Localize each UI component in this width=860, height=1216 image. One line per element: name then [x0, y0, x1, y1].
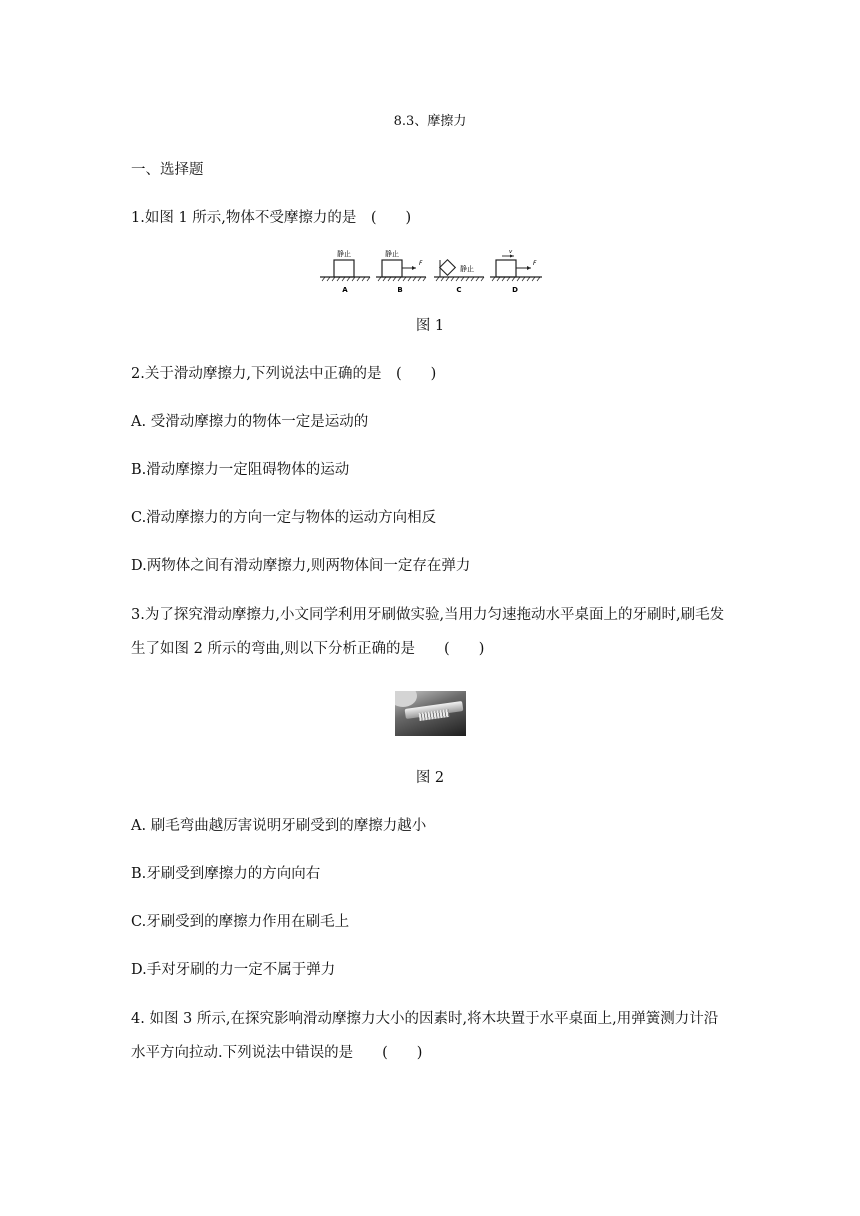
panel-d: [490, 249, 542, 294]
question-2-option-a: A. 受滑动摩擦力的物体一定是运动的: [131, 414, 369, 430]
panel-b-label: B: [397, 286, 403, 294]
section-heading: 一、选择题: [131, 162, 204, 178]
panel-b-force-label: F: [419, 260, 423, 267]
question-2-option-b: B.滑动摩擦力一定阻碍物体的运动: [131, 462, 350, 478]
question-4-stem: 4. 如图 3 所示,在探究影响滑动摩擦力大小的因素时,将木块置于水平桌面上,用弹簧测力计沿水平方向拉动.下列说法中错误的是 ( ): [131, 1011, 719, 1061]
question-3-option-d: D.手对牙刷的力一定不属于弹力: [131, 962, 336, 978]
panel-c: [434, 260, 484, 294]
panel-d-label: D: [512, 286, 518, 294]
page-title: 8.3、摩擦力: [393, 114, 467, 129]
question-3-stem: 3.为了探究滑动摩擦力,小文同学利用牙刷做实验,当用力匀速拖动水平桌面上的牙刷时,刷毛发生了如图 2 所示的弯曲,则以下分析正确的是 ( ): [131, 607, 725, 657]
question-3-option-c: C.牙刷受到的摩擦力作用在刷毛上: [131, 914, 350, 930]
question-2-option-d: D.两物体之间有滑动摩擦力,则两物体间一定存在弹力: [131, 558, 471, 574]
question-3-option-a: A. 刷毛弯曲越厉害说明牙刷受到的摩擦力越小: [131, 818, 427, 834]
panel-d-force-label: F: [533, 260, 537, 267]
panel-d-velocity-label: v: [509, 249, 513, 255]
panel-a-rest-label: 静止: [337, 250, 351, 258]
panel-c-rest-label: 静止: [460, 265, 474, 273]
hand-shape: [395, 691, 417, 707]
panel-a: [320, 249, 370, 294]
question-2-stem: 2.关于滑动摩擦力,下列说法中正确的是 ( ): [131, 366, 437, 382]
panel-b-rest-label: 静止: [385, 250, 399, 258]
panel-c-label: C: [456, 286, 462, 294]
panel-b: [376, 249, 426, 294]
figure-2-caption: 图 2: [415, 770, 445, 786]
question-3-option-b: B.牙刷受到摩擦力的方向向右: [131, 866, 321, 882]
panel-a-label: A: [342, 286, 348, 294]
question-2-option-c: C.滑动摩擦力的方向一定与物体的运动方向相反: [131, 510, 437, 526]
figure-1-diagram: [318, 246, 548, 296]
question-1-stem: 1.如图 1 所示,物体不受摩擦力的是 ( ): [131, 210, 412, 226]
figure-1-caption: 图 1: [415, 318, 445, 334]
figure-2-toothbrush-photo: [395, 691, 466, 736]
